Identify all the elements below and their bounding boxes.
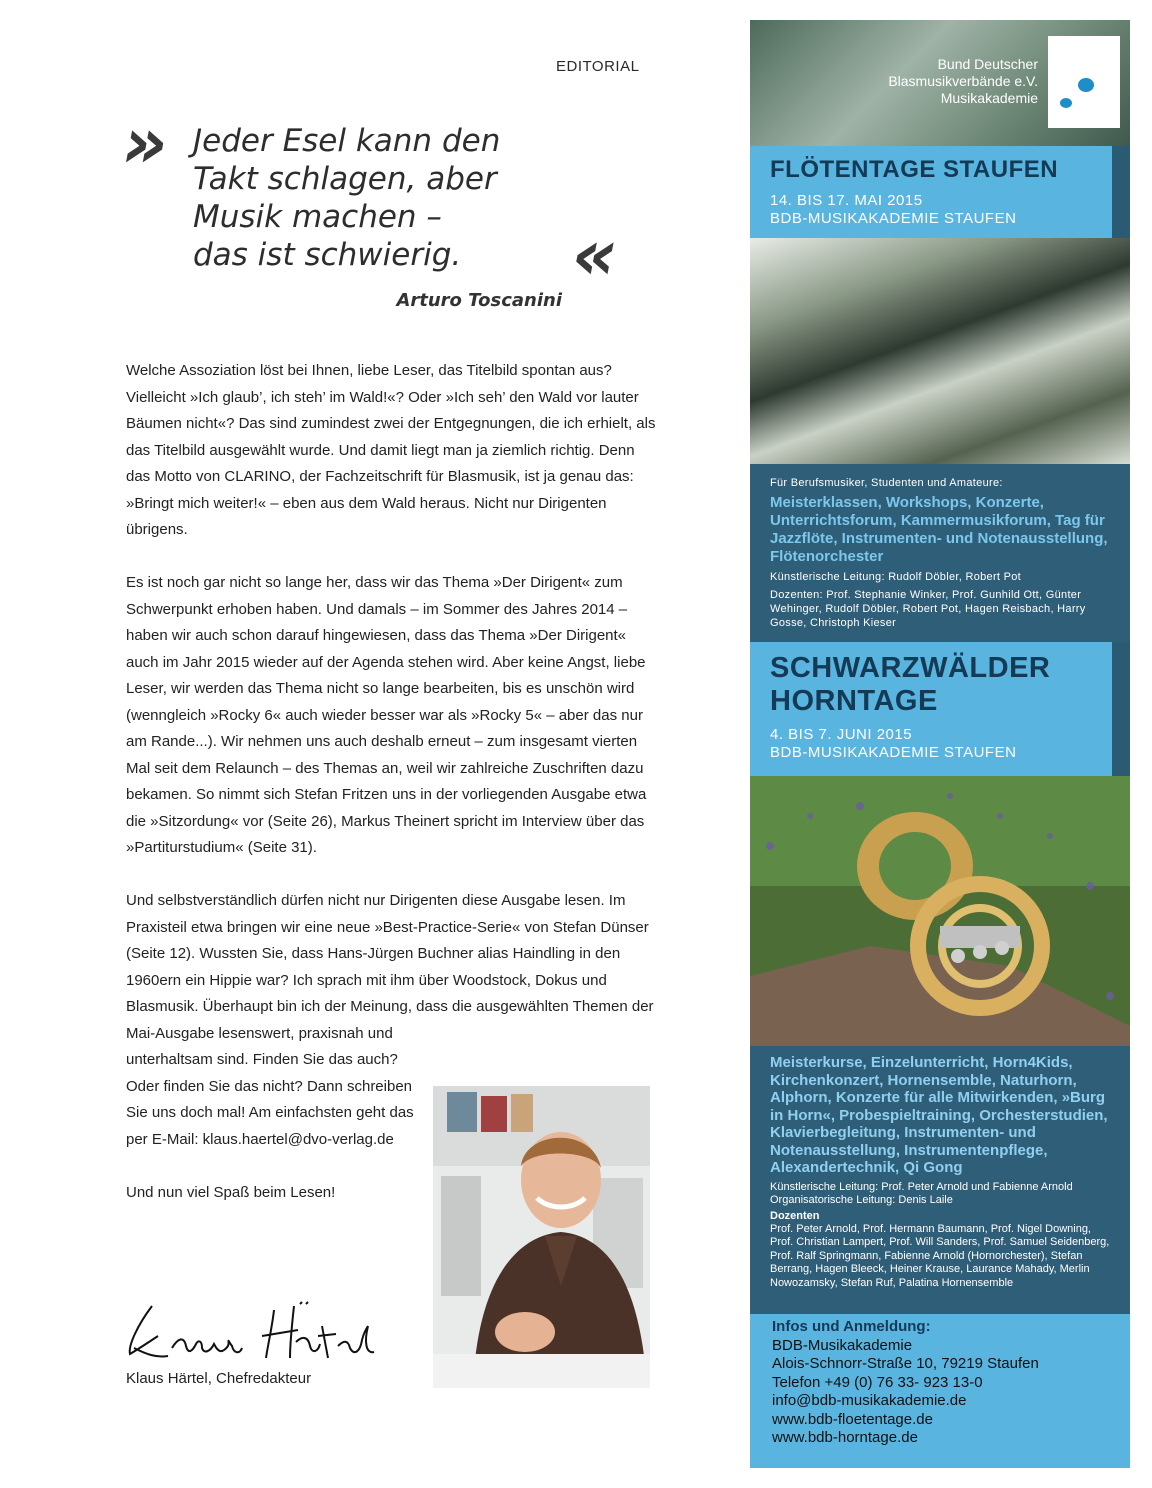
horn-photo xyxy=(750,776,1130,1046)
sidebar-advertisement xyxy=(750,20,1130,1468)
event2-title-line: HORNTAGE xyxy=(770,685,938,717)
logo-dot-icon xyxy=(1060,98,1072,108)
event1-details xyxy=(770,476,1114,630)
org-line: Bund Deutscher xyxy=(937,56,1038,72)
org-line: Musikakademie xyxy=(940,90,1038,106)
quote-author: Arturo Toscanini xyxy=(396,290,562,311)
contact-website: www.bdb-floetentage.de xyxy=(772,1410,933,1428)
event2-faculty: Prof. Peter Arnold, Prof. Hermann Baumann, Prof. Nigel Downing, Prof. Christian Lampert, Prof. Will Sanders, Prof. Samuel Seidenberg, Prof. Ralf Springmann, Fabienne Arnold (Hornorchester), Stefan Berrang, Hagen Bleeck, Heiner Krause, Laurance Mahady, Merlin Nowozamsky, Stefan Ruf, Palatina Hornensemble xyxy=(770,1222,1110,1289)
contact-address: Alois-Schnorr-Straße 10, 79219 Staufen xyxy=(772,1355,1039,1372)
organization-name xyxy=(888,56,1038,107)
event2-title-line: SCHWARZWÄLDER xyxy=(770,652,1051,684)
quote-line: Musik machen – xyxy=(193,199,442,235)
event1-band xyxy=(750,146,1130,238)
event2-org-lead: Organisatorische Leitung: Denis Laile xyxy=(770,1194,953,1206)
event1-title: FLÖTENTAGE STAUFEN xyxy=(770,156,1059,183)
contact-website: www.bdb-horntage.de xyxy=(772,1429,918,1446)
quote-line: Jeder Esel kann den xyxy=(193,123,501,159)
contact-email: info@bdb-musikakademie.de xyxy=(772,1392,967,1409)
event1-venue: BDB-MUSIKAKADEMIE STAUFEN xyxy=(770,210,1017,227)
event2-lead: Künstlerische Leitung: Prof. Peter Arnold und Fabienne Arnold xyxy=(770,1180,1073,1193)
event1-faculty: Dozenten: Prof. Stephanie Winker, Prof. Gunhild Ott, Günter Wehinger, Rudolf Döbler, Robert Pot, Hagen Reisbach, Harry Gosse, Christoph Kieser xyxy=(770,589,1086,629)
bdb-logo xyxy=(1048,36,1120,128)
event2-venue: BDB-MUSIKAKADEMIE STAUFEN xyxy=(770,744,1017,761)
signature-image xyxy=(122,1296,382,1368)
contact-line: BDB-Musikakademie xyxy=(772,1336,913,1354)
flute-photo xyxy=(750,238,1130,464)
edge-strip xyxy=(1112,642,1130,776)
section-label: EDITORIAL xyxy=(556,58,640,75)
event2-details xyxy=(770,1054,1114,1290)
event1-lead: Künstlerische Leitung: Rudolf Döbler, Robert Pot xyxy=(770,571,1022,583)
pull-quote xyxy=(193,122,573,274)
org-line: Blasmusikverbände e.V. xyxy=(888,73,1038,89)
editor-portrait xyxy=(433,1086,650,1388)
event2-program: Meisterkurse, Einzelunterricht, Horn4Kids, Kirchenkonzert, Hornensemble, Naturhorn, Alphorn, Konzerte für alle Mitwirkenden, »Burg in Horn«, Probespieltraining, Orchesterstudien, Klavierbegleitung, Instrumenten- und Notenausstellung, Instrumentenpflege, Alexandertechnik, Qi Gong xyxy=(770,1054,1108,1176)
paragraph: Und selbstverständlich dürfen nicht nur Dirigenten diese Ausgabe lesen. Im Praxisteil etwa bringen wir eine neue »Best-Practice-Serie« von Stefan Dünser (Seite 12). Wussten Sie, dass Hans-Jürgen Buchner alias Haindling in den 1960ern ein Hippie war? Ich sprach mit ihm über Woodstock, Dokus und Blasmusik. Überhaupt bin ich der Meinung, dass die ausgewählten Themen der Mai-Ausgabe lesenswert, praxisnah und xyxy=(126,892,654,1042)
event1-audience: Für Berufsmusiker, Studenten und Amateure: xyxy=(770,477,1003,489)
event1-program: Meisterklassen, Workshops, Konzerte, Unterrichtsforum, Kammermusikforum, Tag für Jazzflöte, Instrumenten- und Notenausstellung, Flötenorchester xyxy=(770,494,1108,565)
contact-phone: Telefon +49 (0) 76 33- 923 13-0 xyxy=(772,1373,983,1391)
logo-dot-icon xyxy=(1078,78,1094,92)
event2-band xyxy=(750,642,1130,776)
contact-box xyxy=(750,1314,1130,1468)
event2-faculty-heading: Dozenten xyxy=(770,1209,820,1222)
open-quote-mark: » xyxy=(122,102,168,184)
event2-date: 4. BIS 7. JUNI 2015 xyxy=(770,726,913,743)
event1-date: 14. BIS 17. MAI 2015 xyxy=(770,192,923,209)
edge-strip xyxy=(1112,146,1130,238)
quote-line: das ist schwierig. xyxy=(193,237,462,273)
contact-heading: Infos und Anmeldung: xyxy=(772,1318,931,1335)
paragraph: Welche Assoziation löst bei Ihnen, liebe Leser, das Titelbild spontan aus? Vielleicht »Ich glaub’, ich steh’ im Wald!«? Oder »Ich seh’ den Wald vor lauter Bäumen nicht«? Das sind zumindest zwei der Entgegnungen, die ich erhielt, als das Titelbild ausgewählt wurde. Und damit liegt man ja ziemlich richtig. Denn das Motto von CLARINO, der Fachzeitschrift für Blasmusik, ist ja genau das: »Bringt mich weiter!« – eben aus dem Wald heraus. Nicht nur Dirigenten übrigens. xyxy=(126,362,656,538)
closing-line: Und nun viel Spaß beim Lesen! xyxy=(126,1183,336,1201)
quote-line: Takt schlagen, aber xyxy=(193,161,497,197)
editor-credit: Klaus Härtel, Chefredakteur xyxy=(126,1370,312,1387)
paragraph-narrow: unterhaltsam sind. Finden Sie das auch? Oder finden Sie das nicht? Dann schreiben Sie uns doch mal! Am einfachsten geht das per E-Mail: klaus.haertel@dvo-verlag.de xyxy=(126,1051,414,1148)
paragraph: Es ist noch gar nicht so lange her, dass wir das Thema »Der Dirigent« zum Schwerpunkt erhoben haben. Und damals – im Sommer des Jahres 2014 – haben wir auch schon darauf hingewiesen, dass das Thema »Der Dirigent« auch im Jahr 2015 wieder auf der Agenda stehen wird. Aber keine Angst, liebe Leser, wir werden das Thema nicht so lange bearbeiten, bis es unschön wird (wenngleich »Rocky 6« auch wieder besser war als »Rocky 5« – aber das nur am Rande...). Wir nehmen uns auch deshalb erneut – zum insgesamt vierten Mal seit dem Relaunch – des Themas an, weil wir zahlreiche Zuschriften dazu bekamen. So nimmt sich Stefan Fritzen uns in der vorliegenden Ausgabe etwa die »Sitzordung« vor (Seite 26), Markus Theinert spricht im Interview über das »Partiturstudium« (Seite 31). xyxy=(126,574,647,856)
event2-title xyxy=(770,652,1050,718)
close-quote-mark: « xyxy=(572,214,618,296)
